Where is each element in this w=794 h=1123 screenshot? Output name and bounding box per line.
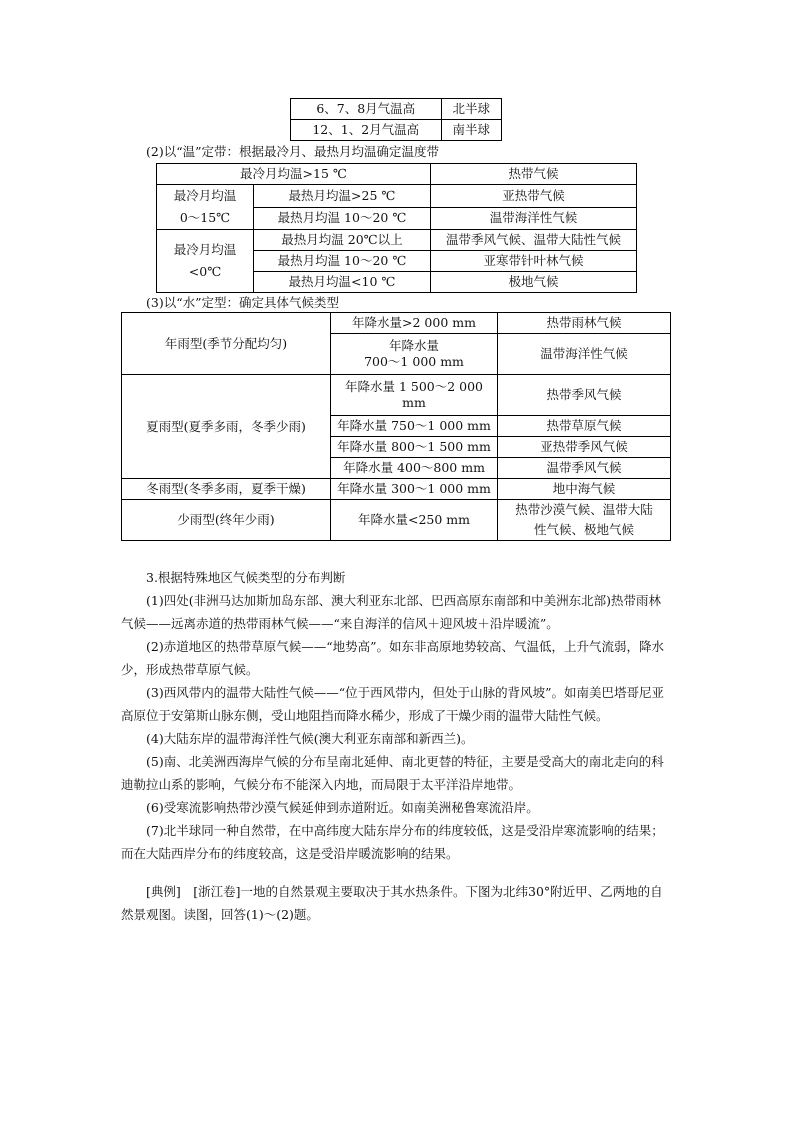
table-cell: 最冷月均温>15 ℃ bbox=[157, 164, 431, 185]
table-cell: 12、1、2月气温高 bbox=[291, 120, 442, 141]
precipitation-type-table bbox=[121, 312, 671, 541]
table-cell: 北半球 bbox=[441, 99, 501, 120]
table-row bbox=[157, 230, 637, 251]
section-2-title: (2)以“温”定带：根据最冷月、最热月均温确定温度带 bbox=[146, 144, 439, 159]
table-row bbox=[291, 99, 502, 120]
table-cell: 年降水量>2 000 mm bbox=[331, 313, 498, 334]
table-cell: 最热月均温 20℃以上 bbox=[254, 230, 431, 251]
table-row bbox=[122, 479, 671, 500]
table-cell: 最热月均温<10 ℃ bbox=[254, 272, 431, 293]
table-cell: 冬雨型(冬季多雨，夏季干燥) bbox=[122, 479, 331, 500]
table-cell: 年降水量 400～800 mm bbox=[331, 458, 498, 479]
hemisphere-table bbox=[290, 98, 502, 141]
table-cell: 热带季风气候 bbox=[498, 375, 671, 416]
table-cell: 年降水量 800～1 500 mm bbox=[331, 437, 498, 458]
paragraph: (4)大陆东岸的温带海洋性气候(澳大利亚东南部和新西兰)。 bbox=[146, 731, 474, 746]
paragraph: (7)北半球同一种自然带，在中高纬度大陆东岸分布的纬度较低，这是受沿岸寒流影响的结果；而在大陆西岸分布的纬度较高，这是受沿岸暖流影响的结果。 bbox=[121, 823, 664, 861]
table-cell: 极地气候 bbox=[430, 272, 636, 293]
table-cell: 热带气候 bbox=[430, 164, 636, 185]
table-row bbox=[122, 313, 671, 334]
table-cell: 热带草原气候 bbox=[498, 416, 671, 437]
table-cell: 年降水量 750～1 000 mm bbox=[331, 416, 498, 437]
section-heading: 3.根据特殊地区气候类型的分布判断 bbox=[146, 570, 346, 585]
example-text: [典例] [浙江卷]一地的自然景观主要取决于其水热条件。下图为北纬30°附近甲、乙两地的自然景观图。读图，回答(1)～(2)题。 bbox=[121, 884, 663, 922]
paragraph: (3)西风带内的温带大陆性气候——“位于西风带内，但处于山脉的背风坡”。如南美巴塔哥尼亚高原位于安第斯山脉东侧，受山地阻挡而降水稀少，形成了干燥少雨的温带大陆性气候。 bbox=[121, 685, 664, 723]
table-cell: 少雨型(终年少雨) bbox=[122, 500, 331, 541]
table-cell: 最热月均温>25 ℃ bbox=[254, 185, 431, 208]
example-block bbox=[121, 880, 673, 926]
paragraph: (2)赤道地区的热带草原气候——“地势高”。如东非高原地势较高、气温低，上升气流弱，降水少，形成热带草原气候。 bbox=[121, 639, 664, 677]
table-row bbox=[291, 120, 502, 141]
table-group-label: 最冷月均温 <0℃ bbox=[157, 230, 254, 293]
table-group-label: 夏雨型(夏季多雨，冬季少雨) bbox=[122, 375, 331, 479]
table-cell: 年降水量<250 mm bbox=[331, 500, 498, 541]
table-row bbox=[122, 375, 671, 416]
table-cell: 地中海气候 bbox=[498, 479, 671, 500]
table-group-label: 最冷月均温 0～15℃ bbox=[157, 185, 254, 230]
table-cell: 年降水量 700～1 000 mm bbox=[331, 334, 498, 375]
table-cell: 温带海洋性气候 bbox=[430, 207, 636, 230]
temperature-zone-table bbox=[156, 163, 637, 293]
table-cell: 热带沙漠气候、温带大陆 性气候、极地气候 bbox=[498, 500, 671, 541]
table-cell: 最热月均温 10～20 ℃ bbox=[254, 207, 431, 230]
table-cell: 温带海洋性气候 bbox=[498, 334, 671, 375]
table-cell: 热带雨林气候 bbox=[498, 313, 671, 334]
table-group-label: 年雨型(季节分配均匀) bbox=[122, 313, 331, 375]
table-row bbox=[122, 500, 671, 541]
body-text bbox=[121, 566, 673, 865]
table-cell: 最热月均温 10～20 ℃ bbox=[254, 251, 431, 272]
table-cell: 亚热带气候 bbox=[430, 185, 636, 208]
table-cell: 6、7、8月气温高 bbox=[291, 99, 442, 120]
table-cell: 温带季风气候、温带大陆性气候 bbox=[430, 230, 636, 251]
table-row bbox=[157, 164, 637, 185]
table-cell: 南半球 bbox=[441, 120, 501, 141]
section-3-title: (3)以“水”定型：确定具体气候类型 bbox=[146, 295, 339, 310]
table-cell: 温带季风气候 bbox=[498, 458, 671, 479]
paragraph: (6)受寒流影响热带沙漠气候延伸到赤道附近。如南美洲秘鲁寒流沿岸。 bbox=[146, 800, 539, 815]
table-cell: 亚热带季风气候 bbox=[498, 437, 671, 458]
table-cell: 年降水量 1 500～2 000 mm bbox=[331, 375, 498, 416]
paragraph: (5)南、北美洲西海岸气候的分布呈南北延伸、南北更替的特征，主要是受高大的南北走向的科迪勒拉山系的影响，气候分布不能深入内地，而局限于太平洋沿岸地带。 bbox=[121, 754, 664, 792]
table-cell: 亚寒带针叶林气候 bbox=[430, 251, 636, 272]
paragraph: (1)四处(非洲马达加斯加岛东部、澳大利亚东北部、巴西高原东南部和中美洲东北部)热带雨林气候——远离赤道的热带雨林气候——“来自海洋的信风＋迎风坡＋沿岸暖流”。 bbox=[121, 593, 661, 631]
table-cell: 年降水量 300～1 000 mm bbox=[331, 479, 498, 500]
table-row bbox=[157, 185, 637, 208]
